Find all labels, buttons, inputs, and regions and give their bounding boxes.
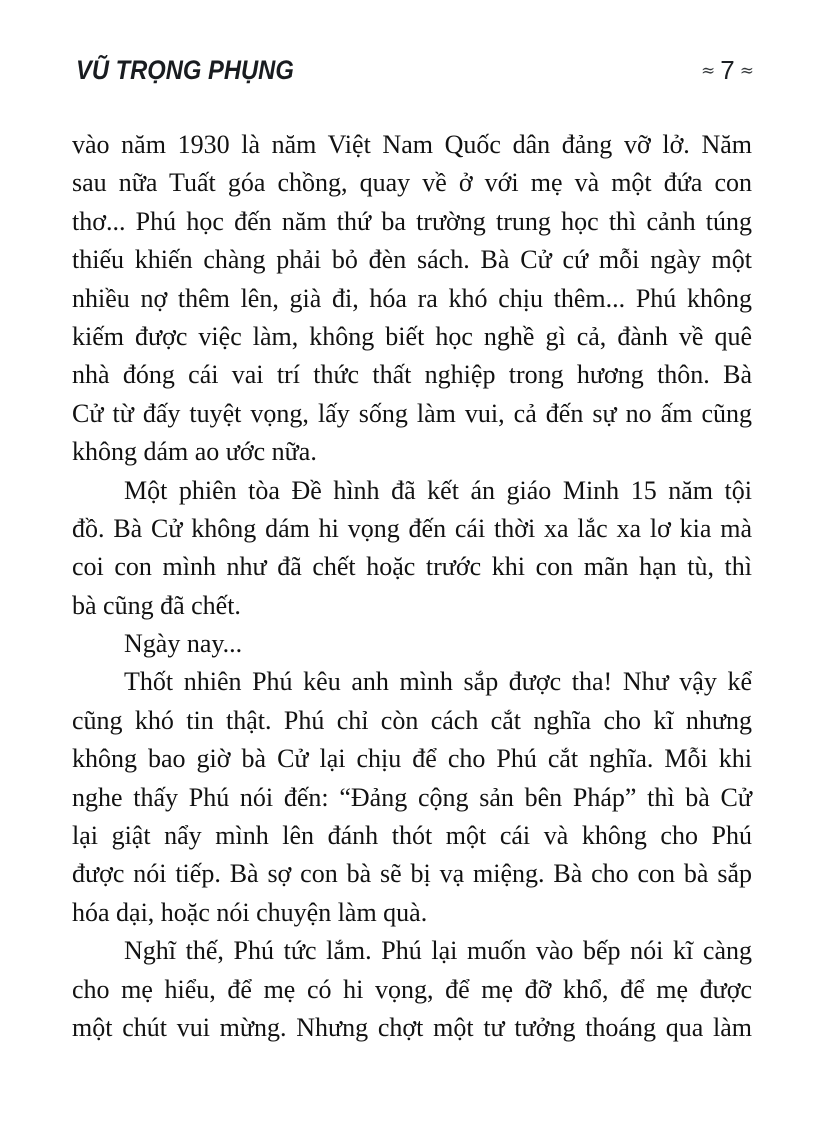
text-line: coi con mình như đã chết hoặc trước khi con mãn hạn tù, thì <box>72 552 752 582</box>
text-line: Cử từ đấy tuyệt vọng, lấy sống làm vui, cả đến sự no ấm cũng <box>72 398 752 428</box>
text-line: được nói tiếp. Bà sợ con bà sẽ bị vạ miệng. Bà cho con bà sắp <box>72 859 752 889</box>
text-line: cho mẹ hiểu, để mẹ có hi vọng, để mẹ đỡ khổ, để mẹ được <box>72 974 752 1004</box>
text-line: thiếu khiến chàng phải bỏ đèn sách. Bà Cử cứ mỗi ngày một <box>72 245 752 275</box>
body-text <box>72 126 752 1047</box>
text-line: kiếm được việc làm, không biết học nghề gì cả, đành về quê <box>72 321 752 351</box>
text-line: cũng khó tin thật. Phú chỉ còn cách cắt nghĩa cho kĩ nhưng <box>72 705 752 735</box>
text-line: không bao giờ bà Cử lại chịu để cho Phú cắt nghĩa. Mỗi khi <box>72 744 752 774</box>
text-line: nhà đóng cái vai trí thức thất nghiệp trong hương thôn. Bà <box>72 360 752 390</box>
text-line: một chút vui mừng. Nhưng chợt một tư tưởng thoáng qua làm <box>72 1012 752 1042</box>
text-line: bà cũng đã chết. <box>72 590 241 620</box>
text-line: đồ. Bà Cử không dám hi vọng đến cái thời xa lắc xa lơ kia mà <box>72 513 752 543</box>
folio-ornament-right: ≈ <box>739 61 754 81</box>
text-line: Ngày nay... <box>124 629 243 659</box>
page-number-folio <box>701 55 754 86</box>
text-line: hóa dại, hoặc nói chuyện làm quà. <box>72 897 428 927</box>
text-line: sau nữa Tuất góa chồng, quay về ở với mẹ và một đứa con <box>72 168 752 198</box>
text-line: thơ... Phú học đến năm thứ ba trường trung học thì cảnh túng <box>72 206 752 236</box>
text-line: Một phiên tòa Đề hình đã kết án giáo Minh 15 năm tội <box>124 475 752 505</box>
text-line: không dám ao ước nữa. <box>72 437 317 467</box>
page-number: 7 <box>720 54 735 85</box>
text-line: Nghĩ thế, Phú tức lắm. Phú lại muốn vào bếp nói kĩ càng <box>124 936 752 966</box>
text-line: nhiều nợ thêm lên, già đi, hóa ra khó chịu thêm... Phú không <box>72 283 752 313</box>
text-line: vào năm 1930 là năm Việt Nam Quốc dân đảng vỡ lở. Năm <box>72 130 752 159</box>
author-name: VŨ TRỌNG PHỤNG <box>76 54 294 85</box>
folio-ornament-left: ≈ <box>701 61 716 81</box>
text-line: nghe thấy Phú nói đến: “Đảng cộng sản bên Pháp” thì bà Cử <box>72 782 752 812</box>
running-header <box>76 52 754 88</box>
text-line: Thốt nhiên Phú kêu anh mình sắp được tha! Như vậy kể <box>124 667 752 697</box>
text-line: lại giật nẩy mình lên đánh thót một cái và không cho Phú <box>72 821 752 851</box>
